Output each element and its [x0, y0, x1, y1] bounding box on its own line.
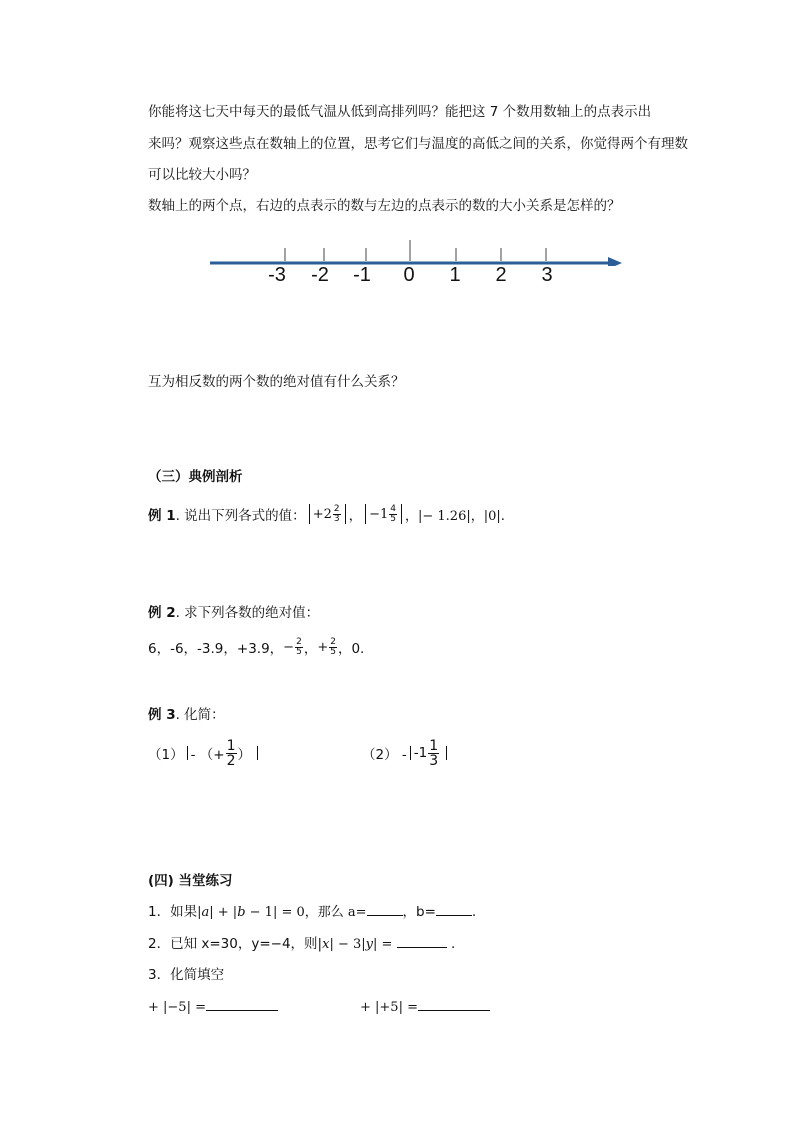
- practice-q3: 3．化简填空: [148, 967, 225, 983]
- example-3-prompt: . 化简：: [175, 707, 225, 723]
- tick-label: 1: [449, 264, 461, 286]
- item-1-fraction: [226, 739, 237, 768]
- denominator: 2: [226, 752, 236, 769]
- opposite-question: 互为相反数的两个数的绝对值有什么关系？: [148, 374, 405, 390]
- answer-blank-q2[interactable]: [397, 934, 447, 948]
- example-1-label: 例 1: [148, 508, 176, 524]
- section-3-title: （三）典例剖析: [148, 469, 243, 485]
- example-2-prompt: . 求下列各数的绝对值：: [175, 605, 320, 621]
- abs-bar: [187, 746, 188, 760]
- fraction-1-sign: −: [283, 639, 295, 655]
- abs-bar: [309, 504, 310, 524]
- separator: ，: [348, 508, 363, 524]
- denominator: 3: [333, 513, 340, 524]
- expr-1-fraction: [333, 505, 341, 524]
- example-3-label: 例 3: [148, 707, 176, 723]
- fraction-1: [295, 638, 303, 657]
- expr-1-sign: +2: [312, 506, 332, 522]
- tick-label: -2: [311, 264, 329, 286]
- q1-eq: − 1| = 0，那么 a=: [245, 905, 367, 920]
- abs-bar: [365, 504, 366, 524]
- numerator: 4: [390, 503, 396, 514]
- q2-var-x: x: [322, 937, 330, 952]
- q2-mid: | − 3|: [329, 937, 366, 952]
- example-2-list: [148, 633, 364, 661]
- item-2-fraction: [428, 739, 439, 768]
- list-end: ，0.: [337, 641, 365, 657]
- answer-blank-b[interactable]: [436, 902, 472, 916]
- example-3-item-2: [362, 733, 450, 773]
- q1-mid: + |: [213, 905, 238, 920]
- tick-label: 3: [541, 264, 553, 286]
- intro-line-1: 你能将这七天中每天的最低气温从低到高排列吗？能把这 7 个数用数轴上的点表示出: [148, 104, 652, 120]
- q1-start: 1．如果: [148, 904, 198, 920]
- expr-2-sign: −1: [369, 506, 389, 522]
- abs-bar: [446, 746, 447, 760]
- tick-label: -1: [353, 264, 371, 286]
- intro-line-2: 来吗？观察这些点在数轴上的位置，思考它们与温度的高低之间的关系，你觉得两个有理数: [148, 136, 688, 152]
- numerator: 1: [226, 737, 236, 754]
- item-1-open: - （+: [190, 747, 225, 763]
- section-4-title: (四) 当堂练习: [148, 873, 233, 889]
- denominator: 3: [429, 752, 439, 769]
- answer-blank-q3a[interactable]: [206, 997, 278, 1011]
- item-2-prefix: （2） -: [362, 747, 407, 763]
- expr-2-fraction: [389, 505, 397, 524]
- list-start: 6，-6，-3.9，+3.9，: [148, 641, 284, 657]
- number-line-axis: [200, 236, 630, 266]
- item-1-close: ）: [237, 747, 251, 763]
- q2-start: 2．已知 x=30，y=−4，则|: [148, 936, 323, 952]
- answer-blank-a[interactable]: [367, 902, 403, 916]
- tick-label: -3: [268, 264, 286, 286]
- denominator: 5: [390, 513, 396, 524]
- practice-q1: 1．如果|a| + |b − 1| = 0，那么 a= ，b= .: [148, 904, 477, 920]
- intro-line-3: 可以比较大小吗？: [148, 167, 256, 183]
- q1-var-a: a: [201, 905, 210, 920]
- practice-q2: [148, 934, 455, 955]
- q1-var-b: b: [237, 905, 246, 920]
- example-1-prompt: . 说出下列各式的值：: [175, 508, 306, 524]
- example-3-item-1: [148, 733, 261, 773]
- q1-end: .: [471, 904, 477, 920]
- tick-label: 0: [403, 264, 415, 286]
- q2-end: .: [451, 936, 456, 952]
- q3-a-expr: + |−5| =: [148, 1000, 206, 1015]
- fraction-2: [329, 638, 337, 657]
- abs-bar: [401, 504, 402, 524]
- numerator: 2: [296, 636, 302, 647]
- number-line: [200, 236, 630, 296]
- example-2-label: 例 2: [148, 605, 176, 621]
- example-3-heading: [148, 705, 225, 725]
- q3-b-expr: + |+5| =: [360, 1000, 418, 1015]
- example-1: [148, 500, 505, 528]
- example-1-rest: ，|− 1.26|，|0|.: [405, 508, 505, 524]
- item-1-prefix: （1）: [148, 747, 184, 763]
- intro-question: 数轴上的两个点，右边的点表示的数与左边的点表示的数的大小关系是怎样的？: [148, 198, 621, 214]
- tick-label: 2: [495, 264, 507, 286]
- example-2-heading: [148, 603, 319, 623]
- numerator: 2: [330, 636, 336, 647]
- q2-eq: | =: [373, 937, 393, 952]
- abs-bar: [410, 746, 411, 760]
- practice-q3-a: [148, 997, 278, 1018]
- practice-q3-b: [360, 997, 490, 1018]
- denominator: 5: [330, 646, 336, 657]
- q1-mid2: ，b=: [402, 904, 436, 920]
- separator: ，: [303, 641, 318, 657]
- answer-blank-q3b[interactable]: [418, 997, 490, 1011]
- item-2-open: -1: [413, 745, 428, 761]
- abs-bar: [257, 746, 258, 760]
- q2-var-y: y: [365, 937, 374, 952]
- numerator: 1: [429, 737, 439, 754]
- denominator: 5: [296, 646, 302, 657]
- numerator: 2: [333, 503, 340, 514]
- abs-bar: [345, 504, 346, 524]
- fraction-2-sign: +: [317, 639, 329, 655]
